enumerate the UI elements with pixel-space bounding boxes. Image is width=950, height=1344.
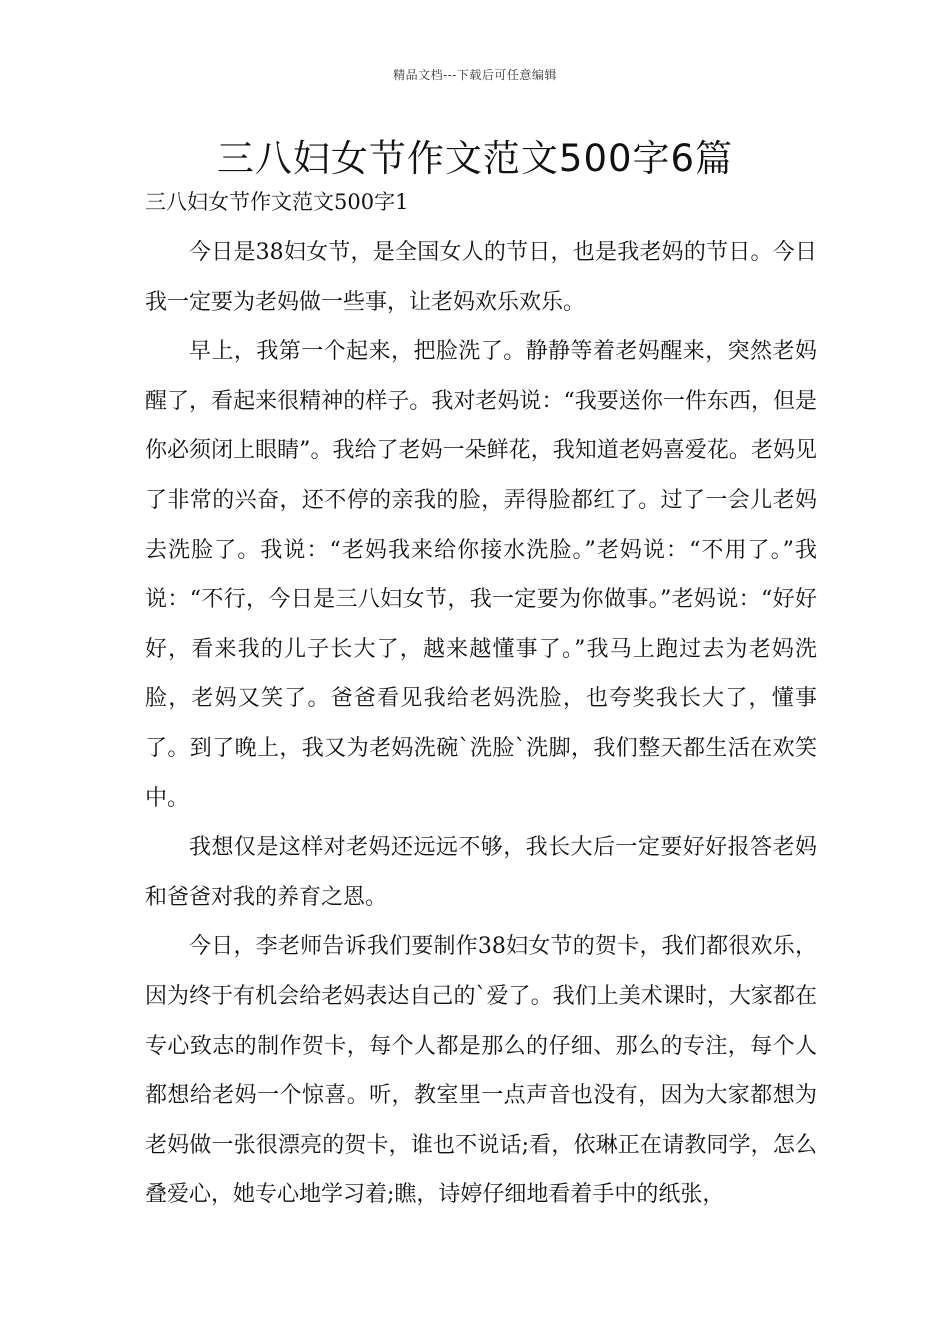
document-title: 三八妇女节作文范文500字6篇 — [216, 137, 734, 180]
paragraph-1: 今日是38妇女节，是全国女人的节日，也是我老妈的节日。今日我一定要为老妈做一些事，让老妈欢乐欢乐。 — [145, 240, 817, 315]
paragraph-2: 早上，我第一个起来，把脸洗了。静静等着老妈醒来，突然老妈醒了，看起来很精神的样子。我对老妈说：“我要送你一件东西，但是你必须闭上眼睛”。我给了老妈一朵鲜花，我知道老妈喜爱花。老妈见了非常的兴奋，还不停的亲我的脸，弄得脸都红了。过了一会儿老妈去洗脸了。我说：“老妈我来给你接水洗脸。”老妈说：“不用了。”我说：“不行，今日是三八妇女节，我一定要为你做事。”老妈说：“好好好，看来我的儿子长大了，越来越懂事了。”我马上跑过去为老妈洗脸，老妈又笑了。爸爸看见我给老妈洗脸，也夸奖我长大了，懂事了。到了晚上，我又为老妈洗碗`洗脸`洗脚，我们整天都生活在欢笑中。 — [145, 339, 817, 811]
paragraph-4: 今日，李老师告诉我们要制作38妇女节的贺卡，我们都很欢乐，因为终于有机会给老妈表达自己的`爱了。我们上美术课时，大家都在专心致志的制作贺卡，每个人都是那么的仔细、那么的专注，每个人都想给老妈一个惊喜。听，教室里一点声音也没有，因为大家都想为老妈做一张很漂亮的贺卡，谁也不说话;看，依琳正在请教同学，怎么叠爱心，她专心地学习着;瞧，诗婷仔细地看着手中的纸张， — [145, 934, 817, 1208]
essay-body — [145, 228, 817, 1220]
section-heading: 三八妇女节作文范文500字1 — [145, 190, 409, 214]
header-note: 精品文档---下载后可任意编辑 — [393, 68, 557, 82]
paragraph-3: 我想仅是这样对老妈还远远不够，我长大后一定要好好报答老妈和爸爸对我的养育之恩。 — [145, 835, 817, 910]
